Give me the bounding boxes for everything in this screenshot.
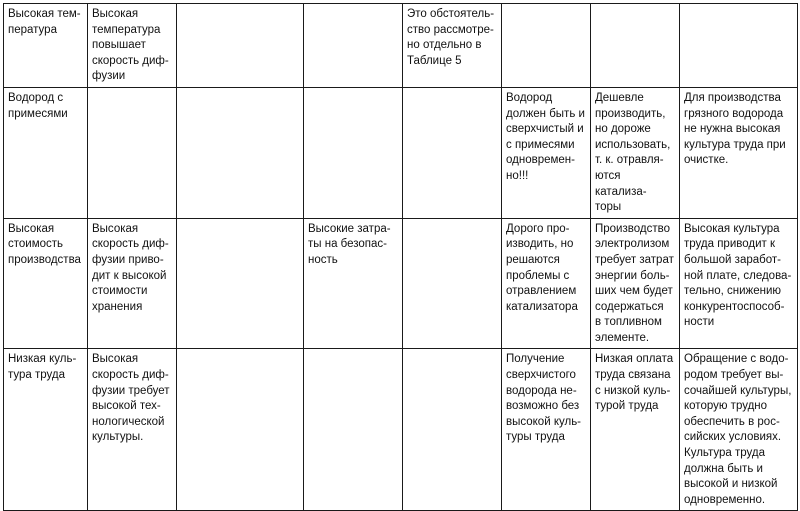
table-cell xyxy=(4,4,88,88)
table-cell xyxy=(591,349,680,511)
cell-text: Водород должен быть и сверхчистый и с примесями одновремен- но!!! xyxy=(506,91,585,182)
table-cell xyxy=(304,87,403,218)
table-cell xyxy=(88,218,177,349)
table-cell xyxy=(591,4,680,88)
table-cell xyxy=(502,349,591,511)
cell-text: Высокая тем- пература xyxy=(8,8,81,36)
table-row xyxy=(4,4,798,88)
cell-text: Водород с примесями xyxy=(8,91,68,120)
table-cell xyxy=(502,87,591,218)
table-cell xyxy=(680,87,798,218)
table-cell xyxy=(304,218,403,349)
cell-text: Для производства грязного водорода не нужна высокая культура труда при очистке. xyxy=(684,91,786,167)
contradictions-table xyxy=(3,3,798,511)
table-cell xyxy=(680,4,798,88)
table-cell xyxy=(88,349,177,511)
table-cell xyxy=(4,349,88,511)
cell-text: Высокая температура повышает скорость диф- фузии xyxy=(92,8,169,83)
table-cell xyxy=(591,218,680,349)
table-cell xyxy=(304,4,403,88)
cell-text: Производство электролизом требует затрат энергии боль- ших чем будет содержаться в топливном элементе. xyxy=(595,222,674,344)
table-row xyxy=(4,87,798,218)
table-cell xyxy=(403,218,502,349)
table-cell xyxy=(304,349,403,511)
table-cell xyxy=(591,87,680,218)
cell-text: Дешевле производить, но дороже использовать, т. к. отравля- ются катализа- торы xyxy=(595,91,671,214)
table-cell xyxy=(502,4,591,88)
table-cell xyxy=(4,218,88,349)
cell-text: Низкая оплата труда связана с низкой куль- турой труда xyxy=(595,353,674,413)
table-cell xyxy=(177,4,304,88)
cell-text: Обращение с водо- родом требует вы- сочайшей культуры, которую трудно обеспечить в рос- сийских условиях. Культура труда должна быть и высокой и низкой одновременно. xyxy=(684,353,792,506)
table-cell xyxy=(680,349,798,511)
table-cell xyxy=(177,87,304,218)
cell-text: Высокая культура труда приводит к большой заработ- ной плате, следова- тельно, снижению конкурентоспособ- ности xyxy=(684,222,792,329)
table-cell xyxy=(403,349,502,511)
table-cell xyxy=(88,4,177,88)
cell-text: Высокие затра- ты на безопас- ность xyxy=(308,222,391,266)
table-cell xyxy=(177,218,304,349)
cell-text: Получение сверхчистого водорода не- возможно без высокой куль- туры труда xyxy=(506,353,582,444)
table-cell xyxy=(403,87,502,218)
cell-text: Высокая стоимость производства xyxy=(8,222,81,266)
cell-text: Высокая скорость диф- фузии приво- дит к высокой стоимости хранения xyxy=(92,222,169,313)
cell-text: Высокая скорость диф- фузии требует высокой тех- нологической культуры. xyxy=(92,353,170,444)
table-cell xyxy=(502,218,591,349)
cell-text: Это обстоятель- ство рассмотре- но отдельно в Таблице 5 xyxy=(407,8,495,67)
table-cell xyxy=(88,87,177,218)
table-cell xyxy=(680,218,798,349)
cell-text: Дорого про- изводить, но решаются проблемы с отравлением катализатора xyxy=(506,222,578,313)
table-cell xyxy=(177,349,304,511)
table-row xyxy=(4,349,798,511)
table-row xyxy=(4,218,798,349)
cell-text: Низкая куль- тура труда xyxy=(8,353,77,382)
table-cell xyxy=(4,87,88,218)
table-cell xyxy=(403,4,502,88)
